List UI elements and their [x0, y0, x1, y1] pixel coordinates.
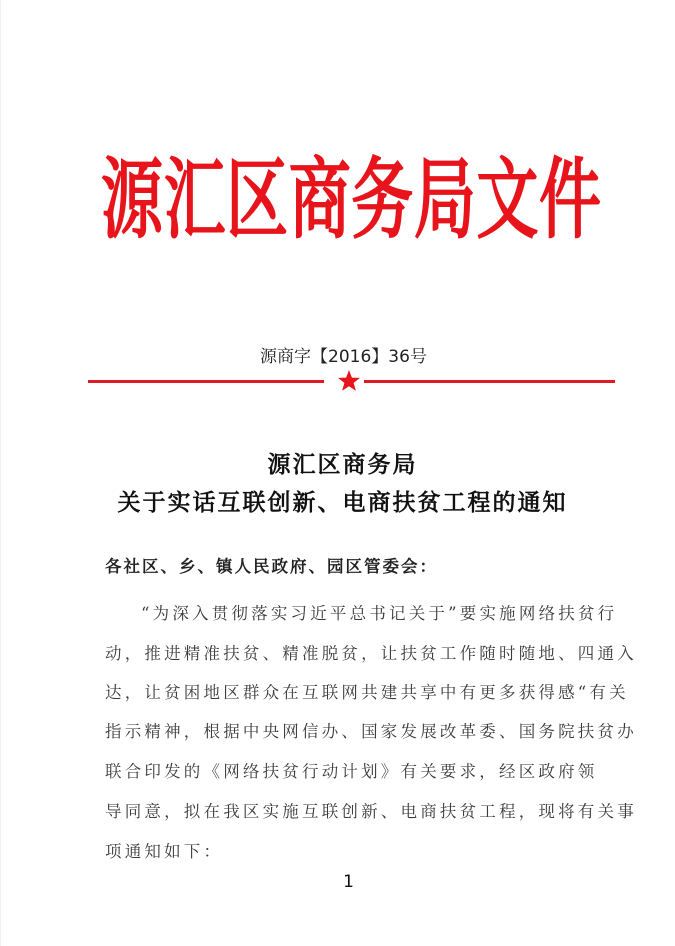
masthead-char: 文 [476, 147, 539, 252]
body-line: 达，让贫困地区群众在互联网共建共享中有更多获得感“有关 [105, 683, 629, 702]
masthead-title [101, 147, 601, 252]
star-icon [337, 369, 361, 393]
masthead-char: 区 [226, 147, 289, 252]
masthead-char: 局 [413, 147, 476, 252]
body-line: “为深入贯彻落实习近平总书记关于”要实施网络扶贫行 [141, 604, 618, 623]
red-rule-right [364, 380, 615, 383]
masthead-char: 商 [288, 147, 351, 252]
red-rule-left [88, 380, 324, 383]
masthead-char: 件 [538, 147, 601, 252]
masthead-char: 务 [351, 147, 414, 252]
body-line: 动，推进精准扶贫、精准脱贫，让扶贫工作随时随地、四通入 [105, 644, 637, 663]
salutation: 各社区、乡、镇人民政府、园区管委会： [105, 557, 438, 576]
masthead-char: 汇 [163, 147, 226, 252]
body-line: 联合印发的《网络扶贫行动计划》有关要求，经区政府领 [105, 762, 598, 781]
body-line: 项通知如下： [105, 842, 224, 861]
body-line: 导同意，拟在我区实施互联创新、电商扶贫工程，现将有关事 [105, 802, 637, 821]
document-number: 源商字【2016】36号 [260, 347, 427, 367]
masthead-char: 源 [101, 147, 164, 252]
notice-title-issuer: 源汇区商务局 [267, 451, 418, 478]
page-number: 1 [343, 872, 354, 892]
notice-title-subject: 关于实话互联创新、电商扶贫工程的通知 [117, 489, 568, 516]
body-line: 指示精神，根据中央网信办、国家发展改革委、国务院扶贫办 [105, 722, 637, 741]
